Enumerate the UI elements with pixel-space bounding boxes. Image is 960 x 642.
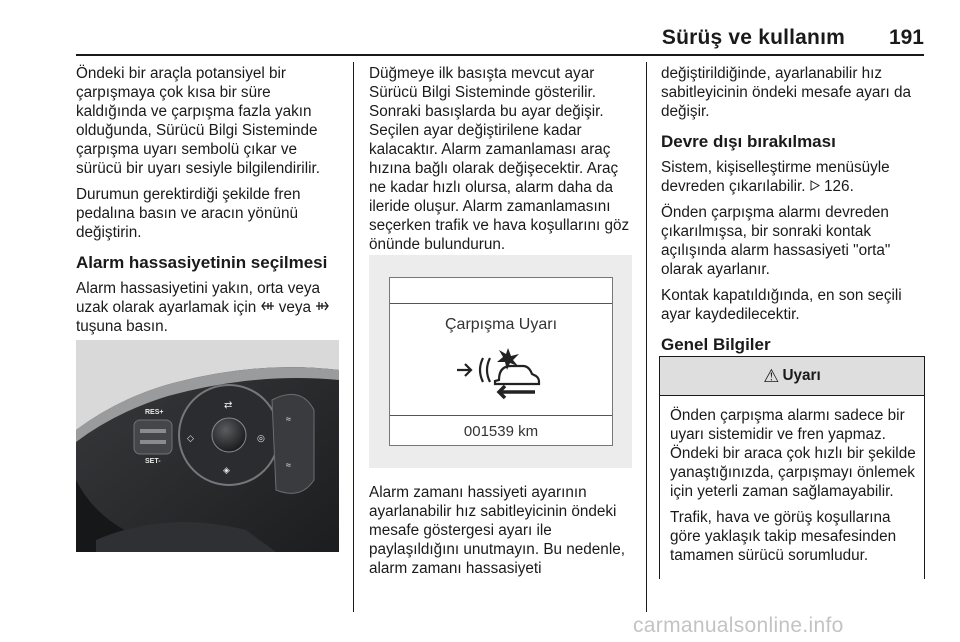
section-heading: Alarm hassasiyetinin seçilmesi bbox=[76, 253, 328, 272]
column-1 bbox=[76, 64, 344, 343]
column-3 bbox=[661, 64, 927, 361]
warning-paragraph: Önden çarpışma alarmı sadece bir uyarı sistemidir ve fren yapmaz. Öndeki bir araca çok hızlı bir şekilde yanaştığınızda, çarpışmayı önlemek için yeterli zaman sağlamayabilir. bbox=[670, 407, 916, 500]
section-heading: Genel Bilgiler bbox=[661, 335, 771, 354]
display-divider bbox=[390, 303, 612, 304]
svg-text:≈: ≈ bbox=[286, 414, 291, 424]
page-reference-link[interactable]: 126. bbox=[824, 178, 854, 195]
column-2 bbox=[369, 64, 637, 261]
warning-paragraph: Trafik, hava ve görüş koşullarına göre yaklaşık takip mesafesinden tamamen sürücü sorumludur. bbox=[670, 509, 897, 564]
paragraph: Durumun gerektirdiği şekilde fren pedalına basın ve aracın yönünü değiştirin. bbox=[76, 186, 301, 241]
warning-triangle-icon: ⚠ bbox=[763, 365, 780, 386]
warning-body bbox=[660, 396, 924, 565]
arrow-reference-icon bbox=[810, 177, 820, 196]
svg-text:◈: ◈ bbox=[223, 465, 230, 475]
paragraph: değiştirildiğinde, ayarlanabilir hız sabitleyicinin öndeki mesafe ayarı da değişir. bbox=[661, 65, 911, 120]
paragraph: Öndeki bir araçla potansiyel bir çarpışmaya çok kısa bir süre kaldığında ve çarpışma fazla yakın olduğunda, Sürücü Bilgi Sisteminde çarpışma uyarı sembolü çıkar ve sürücü bir uyarı sesiyle bilgilendirilir. bbox=[76, 65, 320, 177]
svg-text:◇: ◇ bbox=[187, 433, 194, 443]
column-divider bbox=[646, 62, 647, 612]
section-heading: Devre dışı bırakılması bbox=[661, 132, 836, 151]
warning-header bbox=[660, 357, 924, 396]
warning-box bbox=[659, 356, 925, 579]
following-distance-decrease-icon bbox=[315, 298, 329, 317]
svg-text:◎: ◎ bbox=[257, 433, 265, 443]
display-screen bbox=[389, 277, 613, 446]
paragraph: Alarm hassasiyetini yakın, orta veya uzak olarak ayarlamak için veya tuşuna basın. bbox=[76, 279, 344, 336]
forward-collision-alert-icon bbox=[453, 340, 549, 405]
column-2-continued bbox=[369, 483, 637, 585]
svg-text:⇄: ⇄ bbox=[224, 400, 233, 411]
paragraph: Alarm zamanı hassiyeti ayarının ayarlanabilir hız sabitleyicinin öndeki mesafe göstergesi ayarı ile paylaşıldığını unutmayın. Bu nedenle, alarm zamanı hassasiyeti bbox=[369, 484, 625, 577]
svg-text:≈: ≈ bbox=[286, 460, 291, 470]
paragraph: Sistem, kişiselleştirme menüsüyle devreden çıkarılabilir. 126. bbox=[661, 159, 890, 195]
header-rule bbox=[76, 54, 924, 56]
watermark: carmanualsonline.info bbox=[633, 614, 844, 637]
res-label: RES+ bbox=[145, 409, 164, 416]
section-title: Sürüş ve kullanım bbox=[661, 26, 845, 49]
paragraph: Önden çarpışma alarmı devreden çıkarılmışsa, bir sonraki kontak açılışında alarm hassasiyeti "orta" olarak ayarlanır. bbox=[661, 204, 891, 278]
column-divider bbox=[353, 62, 354, 612]
odometer-reading: 001539 km bbox=[463, 423, 539, 440]
display-title: Çarpışma Uyarı bbox=[444, 316, 558, 333]
display-divider bbox=[390, 415, 612, 416]
page-number: 191 bbox=[888, 26, 924, 49]
paragraph: Kontak kapatıldığında, en son seçili ayar kaydedilecektir. bbox=[661, 287, 902, 323]
warning-title: Uyarı bbox=[782, 367, 821, 384]
page-header bbox=[0, 0, 960, 56]
following-distance-increase-icon bbox=[261, 298, 275, 317]
driver-info-display-figure bbox=[369, 255, 632, 468]
steering-wheel-photo bbox=[76, 340, 339, 552]
set-label: SET- bbox=[145, 458, 161, 465]
paragraph: Düğmeye ilk basışta mevcut ayar Sürücü Bilgi Sisteminde gösterilir. Sonraki basışlarda bu ayar değişir. Seçilen ayar değiştirilene kadar kalacaktır. Alarm zamanlaması araç hızına bağlı olarak değişecektir. Araç ne kadar hızlı olursa, alarm daha da ileride oluşur. Alarm zamanlamasını seçerken trafik ve hava koşullarını göz önünde bulundurun. bbox=[369, 65, 630, 253]
